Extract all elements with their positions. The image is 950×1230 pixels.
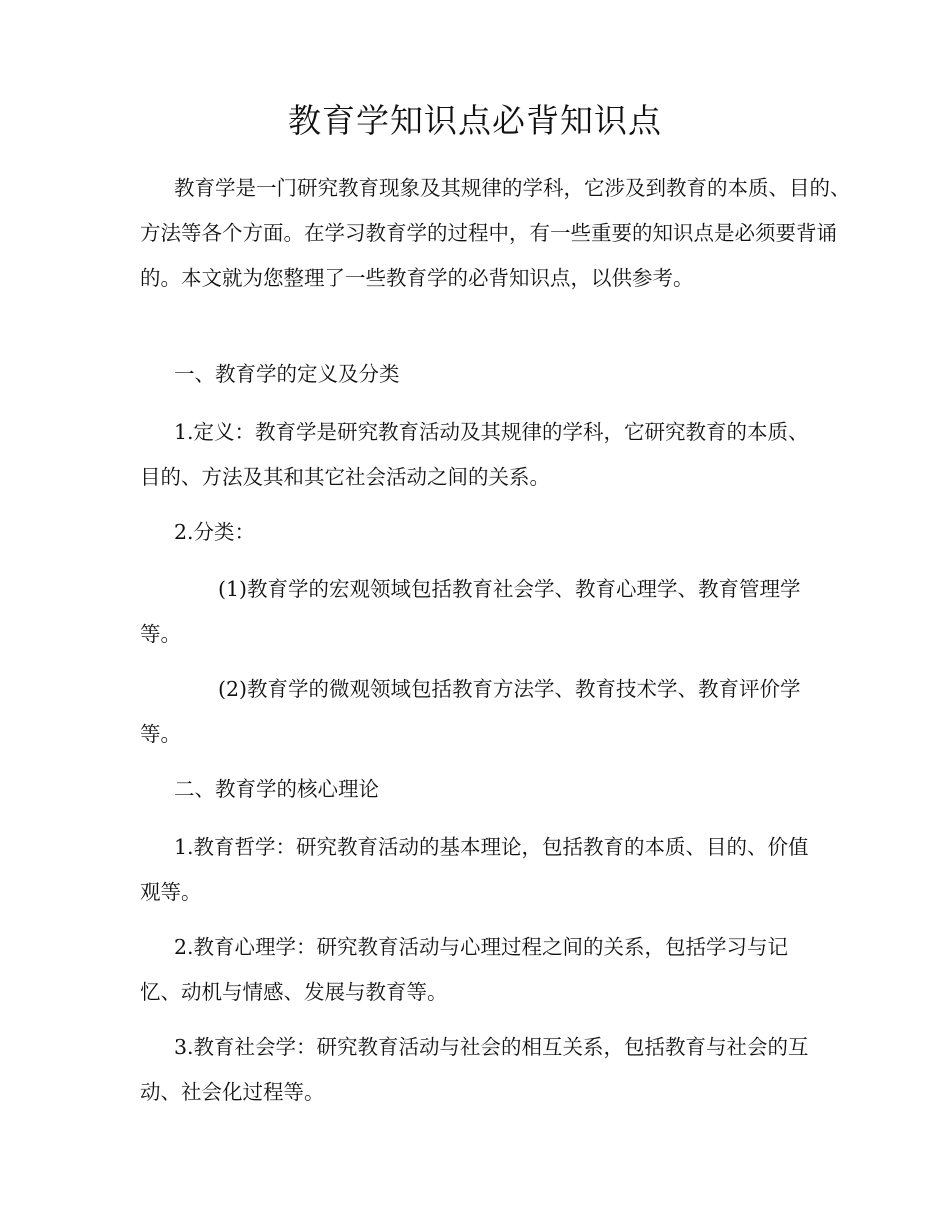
document-title: 教育学知识点必背知识点	[288, 101, 662, 140]
section-1-heading: 一、教育学的定义及分类	[174, 362, 400, 386]
section-1-item-definition: 1.定义：教育学是研究教育活动及其规律的学科，它研究教育的本质、目的、方法及其和其它社会活动之间的关系。	[140, 420, 809, 489]
section-2-heading: 二、教育学的核心理论	[174, 777, 379, 801]
section-2-item-philosophy: 1.教育哲学：研究教育活动的基本理论，包括教育的本质、目的、价值观等。	[140, 835, 809, 904]
classification-micro: (2)教育学的微观领域包括教育方法学、教育技术学、教育评价学等。	[140, 677, 801, 746]
section-2-item-sociology: 3.教育社会学：研究教育活动与社会的相互关系，包括教育与社会的互动、社会化过程等。	[140, 1035, 809, 1104]
section-1-item-classification: 2.分类：	[174, 520, 256, 544]
section-2-item-psychology: 2.教育心理学：研究教育活动与心理过程之间的关系，包括学习与记忆、动机与情感、发展与教育等。	[140, 935, 789, 1004]
intro-paragraph: 教育学是一门研究教育现象及其规律的学科，它涉及到教育的本质、目的、方法等各个方面。在学习教育学的过程中，有一些重要的知识点是必须要背诵的。本文就为您整理了一些教育学的必背知识点，以供参考。	[140, 176, 851, 290]
classification-macro: (1)教育学的宏观领域包括教育社会学、教育心理学、教育管理学等。	[140, 577, 801, 646]
